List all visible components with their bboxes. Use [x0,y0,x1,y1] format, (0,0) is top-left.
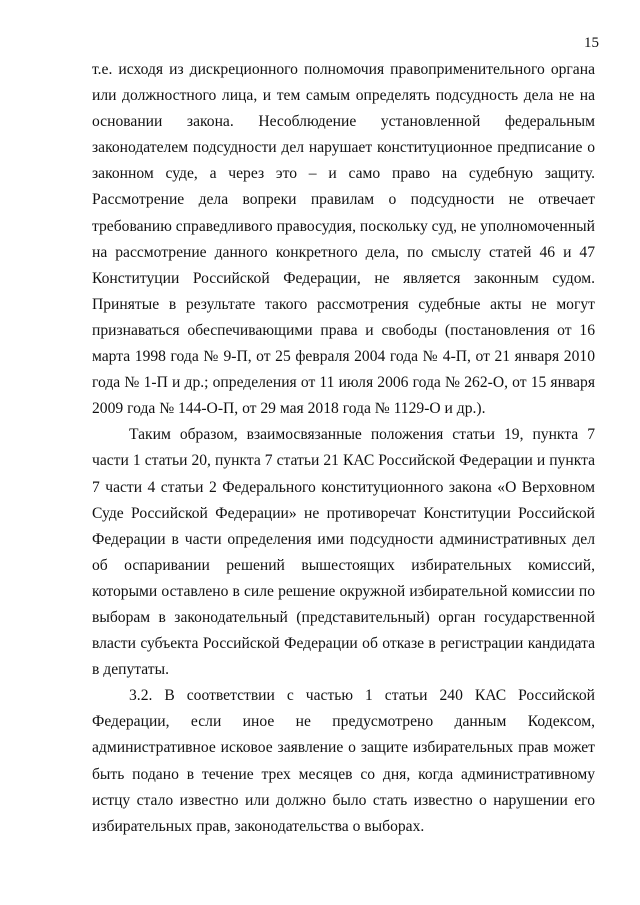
document-body [92,57,595,840]
paragraph-continuation: т.е. исходя из дискреционного полномочия правоприменительного органа или должностного лица, и тем самым определять подсудность дела не на основании закона. Несоблюдение установленной федеральным законодателем подсудности дел нарушает конституционное предписание о законном суде, а через это – и само право на судебную защиту. Рассмотрение дела вопреки правилам о подсудности не отвечает требованию справедливого правосудия, поскольку суд, не уполномоченный на рассмотрение данного конкретного дела, по смыслу статей 46 и 47 Конституции Российской Федерации, не является законным судом. Принятые в результате такого рассмотрения судебные акты не могут признаваться обеспечивающими права и свободы (постановления от 16 марта 1998 года № 9-П, от 25 февраля 2004 года № 4-П, от 21 января 2010 года № 1-П и др.; определения от 11 июля 2006 года № 262-О, от 15 января 2009 года № 144-О-П, от 29 мая 2018 года № 1129-О и др.). [92,61,595,418]
paragraph-conclusion: Таким образом, взаимосвязанные положения статьи 19, пункта 7 части 1 статьи 20, пункта 7 статьи 21 КАС Российской Федерации и пункта 7 части 4 статьи 2 Федерального конституционного закона «О Верховном Суде Российской Федерации» не противоречат Конституции Российской Федерации в части определения ими подсудности административных дел об оспаривании решений вышестоящих избирательных комиссий, которыми оставлено в силе решение окружной избирательной комиссии по выборам в законодательный (представительный) орган государственной власти субъекта Российской Федерации об отказе в регистрации кандидата в депутаты. [92,426,595,679]
paragraph-section-3-2: 3.2. В соответствии с частью 1 статьи 240 КАС Российской Федерации, если иное не предусмотрено данным Кодексом, административное исковое заявление о защите избирательных прав может быть подано в течение трех месяцев со дня, когда административному истцу стало известно или должно было стать известно о нарушении его избирательных прав, законодательства о выборах. [92,687,595,835]
page-number: 15 [584,35,599,51]
